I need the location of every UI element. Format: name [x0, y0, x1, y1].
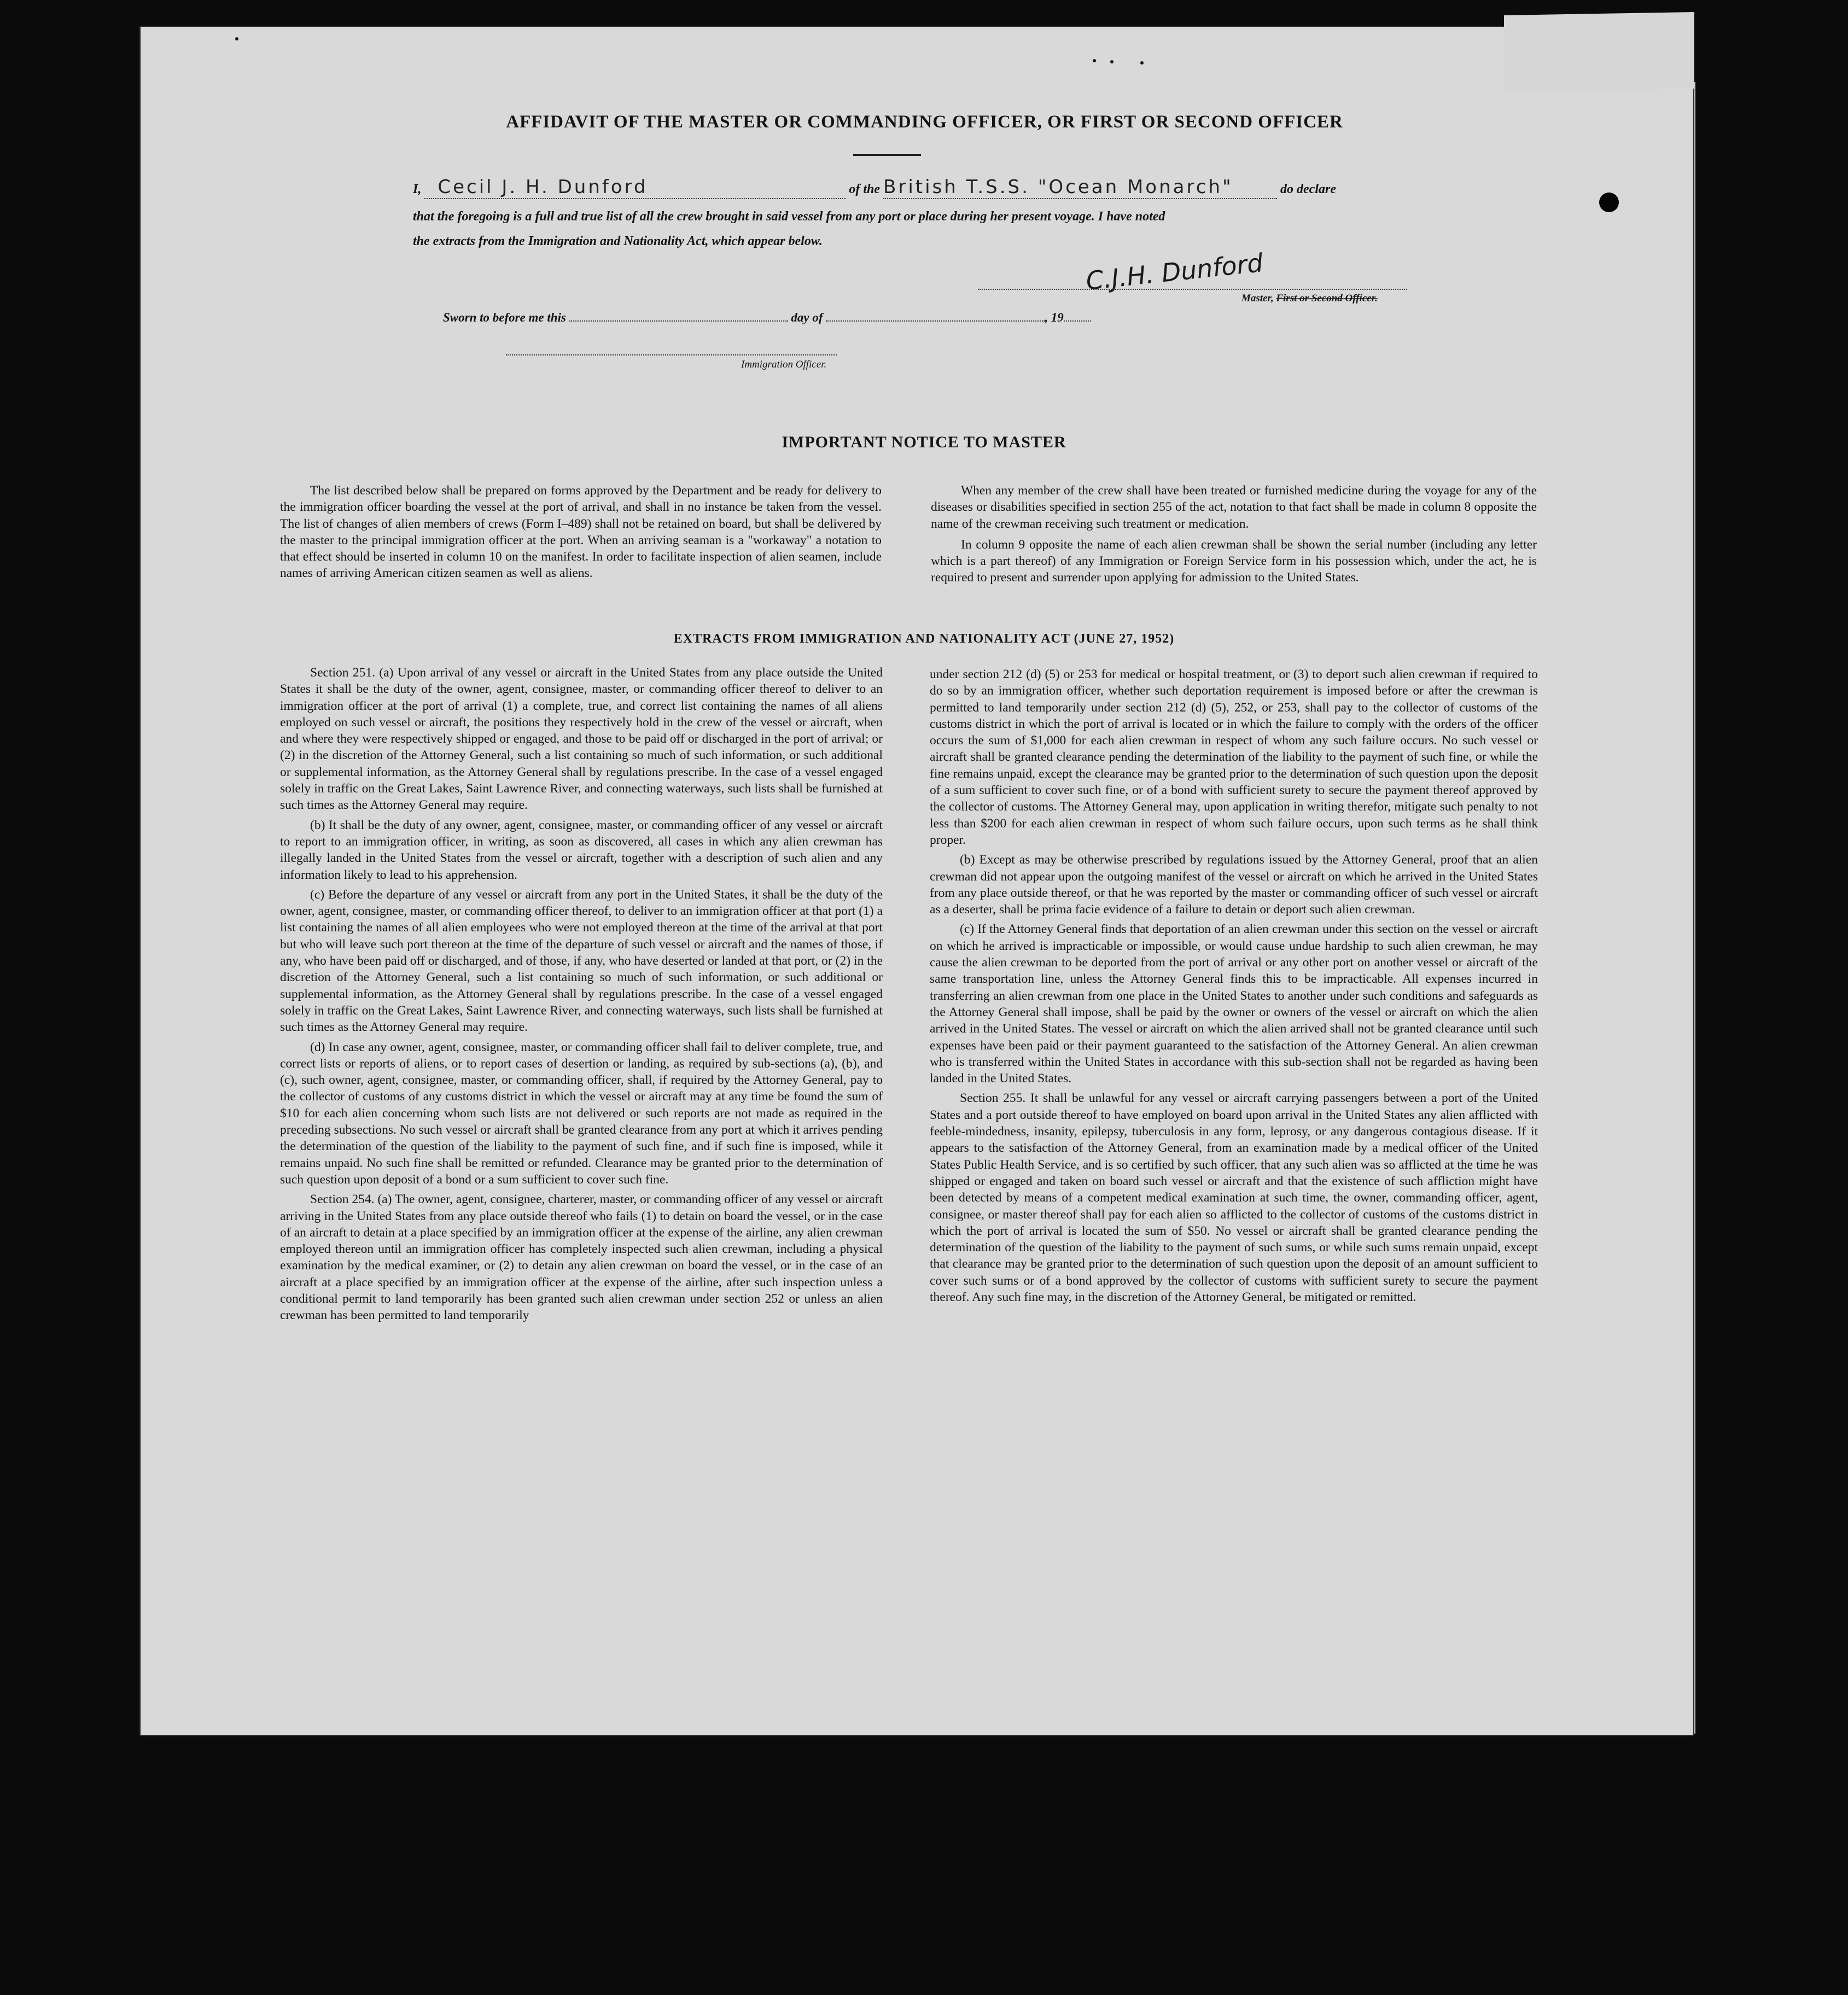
- master-label: Master,: [1241, 293, 1274, 304]
- immigration-officer-label: Immigration Officer.: [741, 359, 827, 370]
- sheet-corner: [1504, 12, 1694, 92]
- year-label: 19: [1051, 311, 1064, 324]
- master-title: [1241, 293, 1378, 305]
- declaration-line-1: that the foregoing is a full and true list of all the crew brought in said vessel from any port or place during her present voyage. I have noted: [413, 209, 1165, 224]
- extracts-right-column: [930, 666, 1538, 1305]
- affidavit-title: AFFIDAVIT OF THE MASTER OR COMMANDING OFFICER, OR FIRST OR SECOND OFFICER: [506, 112, 1343, 132]
- struck-officer-label: First or Second Officer.: [1276, 293, 1378, 304]
- section-251-a: Section 251. (a) Upon arrival of any vessel or aircraft in the United States from any place outside the United States it shall be the duty of the owner, agent, consignee, master, or commanding officer thereof to deliver to an immigration officer at the port of arrival (1) a complete, true, and correct list containing the names of all aliens employed on such vessel or aircraft, the positions they respectively hold in the crew of the vessel or aircraft, when and where they were respectively shipped or engaged, and those to be paid off or discharged in the port of arrival; or (2) in the discretion of the Attorney General, such a list containing so much of such information, or such additional or supplemental information, as the Attorney General shall by regulations prescribe. In the case of a vessel engaged solely in traffic on the Great Lakes, Saint Lawrence River, and connecting waterways, such lists shall be furnished at such times as the Attorney General may require.: [280, 666, 883, 813]
- declaration-line-2: the extracts from the Immigration and Nationality Act, which appear below.: [413, 234, 823, 248]
- extracts-left-column: [280, 664, 883, 1324]
- sworn-label: Sworn to before me this: [443, 311, 566, 324]
- day-of-label: day of: [791, 311, 823, 324]
- sworn-line: Sworn to before me this day of , 19: [443, 311, 1091, 325]
- immigration-officer-line: [506, 354, 837, 355]
- notice-right-paragraph-2: In column 9 opposite the name of each alien crewman shall be shown the serial number (including any letter which is a part thereof) of any Immigration or Foreign Service form in his possession which, under the act, he is required to present and surrender upon applying for admission to the United States.: [931, 537, 1537, 585]
- notice-right-column: [931, 482, 1537, 586]
- signature-line: [978, 289, 1407, 290]
- i-label: I,: [413, 182, 422, 196]
- section-251-d: (d) In case any owner, agent, consignee, master, or commanding officer shall fail to deliver complete, true, and correct lists or reports of aliens, or to report cases of desertion or landing, as required by sub-sections (a), (b), and (c), such owner, agent, consignee, master, or commanding officer, shall, if required by the Attorney General, pay to the collector of customs of any customs district in which the vessel or aircraft may at any time be found the sum of $10 for each alien concerning whom such lists are not delivered or such reports are not made as required in the preceding subsections. No such vessel or aircraft shall be granted clearance from any port at which it arrives pending the determination of the question of the liability to the payment of such fine, and if such fine is imposed, while it remains unpaid. No such fine shall be remitted or refunded. Clearance may be granted prior to the determination of such question upon deposit of a bond or a sum sufficient to cover such fine.: [280, 1040, 883, 1187]
- section-254-c: (c) If the Attorney General finds that deportation of an alien crewman under this section on the vessel or aircraft on which he arrived is impracticable or impossible, or would cause undue hardship to such alien crewman, he may cause the alien crewman to be deported from the port of arrival or any other port on another vessel or aircraft of the same transportation line, unless the Attorney General finds this to be impracticable. All expenses incurred in transferring an alien crewman from one place in the United States to another under such conditions and safeguards as the Attorney General shall impose, shall be paid by the owner or owners of the vessel or aircraft on which the alien arrived in the United States. The vessel or aircraft on which the alien arrived shall not be granted clearance until such expenses have been paid or their payment guaranteed to the satisfaction of the Attorney General. An alien crewman who is transferred within the United States in accordance with this sub-section shall not be regarded as having been landed in the United States.: [930, 922, 1538, 1086]
- of-the-label: of the: [849, 182, 881, 196]
- declaration-line-name: [413, 176, 1336, 199]
- notice-title: IMPORTANT NOTICE TO MASTER: [782, 433, 1066, 451]
- section-254-a: Section 254. (a) The owner, agent, consignee, charterer, master, or commanding officer of any vessel or aircraft arriving in the United States from any place outside thereof who fails (1) to detain on board the vessel, or in the case of an aircraft to detain at a place specified by an immigration officer at the expense of the airline, any alien crewman employed thereon until an immigration officer has completely inspected such alien crewman, including a physical examination by the medical examiner, or (2) to detain any alien crewman on board the vessel, or in the case of an aircraft at a place specified by an immigration officer at the expense of the airline, after such inspection unless a conditional permit to land temporarily has been granted such alien crewman under section 252 or unless an alien crewman has been permitted to land temporarily: [280, 1192, 883, 1323]
- extracts-title: EXTRACTS FROM IMMIGRATION AND NATIONALITY ACT (JUNE 27, 1952): [673, 632, 1175, 646]
- notice-left-paragraph: The list described below shall be prepared on forms approved by the Department and be ready for delivery to the immigration officer boarding the vessel at the port of arrival, and shall in no instance be taken from the vessel. The list of changes of alien members of crews (Form I–489) shall not be retained on board, but shall be delivered by the master to the principal immigration officer at the port. When an arriving seaman is a "workaway" a notation to that effect should be inserted in column 10 on the manifest. In order to facilitate inspection of alien seamen, include names of arriving American citizen seamen as well as aliens.: [280, 483, 882, 581]
- section-255: Section 255. It shall be unlawful for any vessel or aircraft carrying passengers between a port of the United States and a port outside thereof to have employed on board upon arrival in the United States any alien afflicted with feeble-mindedness, insanity, epilepsy, tuberculosis in any form, leprosy, or any dangerous contagious disease. If it appears to the satisfaction of the Attorney General, from an examination made by a medical officer of the United States Public Health Service, and is so certified by such officer, that any such alien was so afflicted at the time he was shipped or engaged and taken on board such vessel or aircraft and that the existence of such affliction might have been detected by means of a competent medical examination at such time, the owner, commanding officer, agent, consignee, or master thereof shall pay for each alien so afflicted to the collector of customs of the customs district in which the port of arrival is located the sum of $50. No vessel or aircraft shall be granted clearance pending the determination of the question of the liability to the payment of such sums, or while such sums remain unpaid, except that clearance may be granted prior to the determination of such question upon the deposit of an amount sufficient to cover such sums or of a bond approved by the collector of customs with sufficient surety to secure the payment thereof. Any such fine may, in the discretion of the Attorney General, be mitigated or remitted.: [930, 1091, 1538, 1304]
- section-254-b: (b) Except as may be otherwise prescribed by regulations issued by the Attorney General, proof that an alien crewman did not appear upon the outgoing manifest of the vessel or aircraft on which he arrived in the United States from any place outside thereof, or that he was reported by the master or commanding officer of such vessel or aircraft as a deserter, shall be prima facie evidence of a failure to detain or deport such alien crewman.: [930, 853, 1538, 917]
- title-rule: [853, 154, 921, 156]
- notice-right-paragraph-1: When any member of the crew shall have been treated or furnished medicine during the voyage for any of the diseases or disabilities specified in section 255 of the act, notation to that fact shall be made in column 8 opposite the name of the crewman receiving such treatment or medication.: [931, 483, 1537, 531]
- name-handwritten: Cecil J. H. Dunford: [438, 176, 648, 198]
- section-251-b: (b) It shall be the duty of any owner, agent, consignee, master, or commanding officer of any vessel or aircraft to report to an immigration officer, in writing, as soon as discovered, all cases in which any alien crewman has illegally landed in the United States from the vessel or aircraft, together with a description of such alien and any information likely to lead to his apprehension.: [280, 818, 883, 882]
- section-251-c: (c) Before the departure of any vessel or aircraft from any port in the United States, it shall be the duty of the owner, agent, consignee, master, or commanding officer thereof, to deliver to an immigration officer at that port (1) a list containing the names of all alien employees who were not employed thereon at the time of the arrival at that port but who will leave such port thereon at the time of the departure of such vessel or aircraft and the names of those, if any, who have been paid off or discharged, and of those, if any, who have deserted or landed at that port, or (2) in the discretion of the Attorney General, such a list containing so much of such information, or such additional or supplemental information, as the Attorney General shall by regulations prescribe. In the case of a vessel engaged solely in traffic on the Great Lakes, Saint Lawrence River, and connecting waterways, such lists shall be furnished at such times as the Attorney General may require.: [280, 887, 883, 1035]
- punch-hole: [1599, 192, 1619, 212]
- section-254-a-cont: under section 212 (d) (5) or 253 for medical or hospital treatment, or (3) to deport such alien crewman if required to do so by an immigration officer, whether such deportation requirement is imposed before or after the crewman is permitted to land temporarily under section 212 (d) (5), 252, or 253, shall pay to the collector of customs of the customs district in which the port of arrival is located or in which the failure to comply with the orders of the officer occurs the sum of $1,000 for each alien crewman in respect of whom any such failure occurs. No such vessel or aircraft shall be granted clearance pending the determination of the liability to the payment of such fine, or while the fine remains unpaid, except the clearance may be granted prior to the determination of such question upon the deposit of a sum sufficient to cover such fine, or of a bond with sufficient surety to secure the payment thereof approved by the collector of customs. The Attorney General may, upon application in writing therefor, mitigate such penalty to not less than $200 for each alien crewman in respect of whom such failure occurs, upon such terms as he shall think proper.: [930, 667, 1538, 847]
- master-signature: C.J.H. Dunford: [1085, 248, 1264, 296]
- vessel-handwritten: British T.S.S. "Ocean Monarch": [883, 176, 1233, 198]
- notice-left-column: [280, 482, 882, 582]
- do-declare-label: do declare: [1280, 182, 1336, 196]
